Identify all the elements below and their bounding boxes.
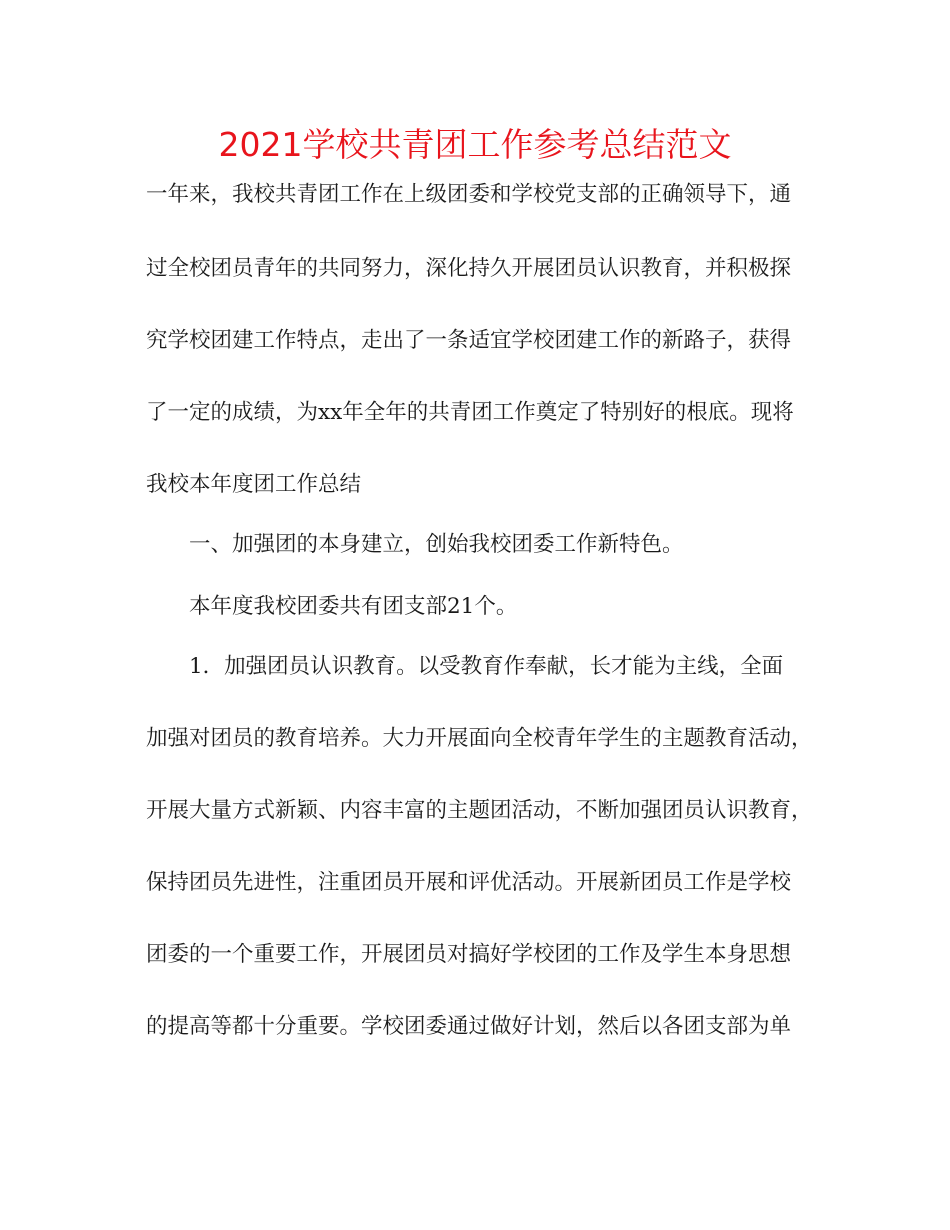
paragraph-line: 团委的一个重要工作，开展团员对搞好学校团的工作及学生本身思想 [146,942,792,967]
paragraph-line: 的提高等都十分重要。学校团委通过做好计划，然后以各团支部为单 [146,1014,792,1039]
paragraph-line: 一年来，我校共青团工作在上级团委和学校党支部的正确领导下，通 [146,182,792,207]
paragraph-line: 我校本年度团工作总结 [146,472,362,497]
paragraph-line: 过全校团员青年的共同努力，深化持久开展团员认识教育，并积极探 [146,256,792,281]
paragraph-line: 保持团员先进性，注重团员开展和评优活动。开展新团员工作是学校 [146,870,792,895]
paragraph-line: 了一定的成绩，为xx年全年的共青团工作奠定了特别好的根底。现将 [146,400,794,425]
list-item-heading: 1．加强团员认识教育。以受教育作奉献，长才能为主线，全面 [189,654,784,679]
section-heading: 一、加强团的本身建立，创始我校团委工作新特色。 [189,532,684,557]
paragraph-line: 究学校团建工作特点，走出了一条适宜学校团建工作的新路子，获得 [146,328,792,353]
paragraph-line: 本年度我校团委共有团支部21个。 [189,594,518,619]
paragraph-line: 加强对团员的教育培养。大力开展面向全校青年学生的主题教育活动， [146,726,813,751]
document-title: 2021学校共青团工作参考总结范文 [218,125,732,164]
paragraph-line: 开展大量方式新颖、内容丰富的主题团活动，不断加强团员认识教育， [146,798,813,823]
